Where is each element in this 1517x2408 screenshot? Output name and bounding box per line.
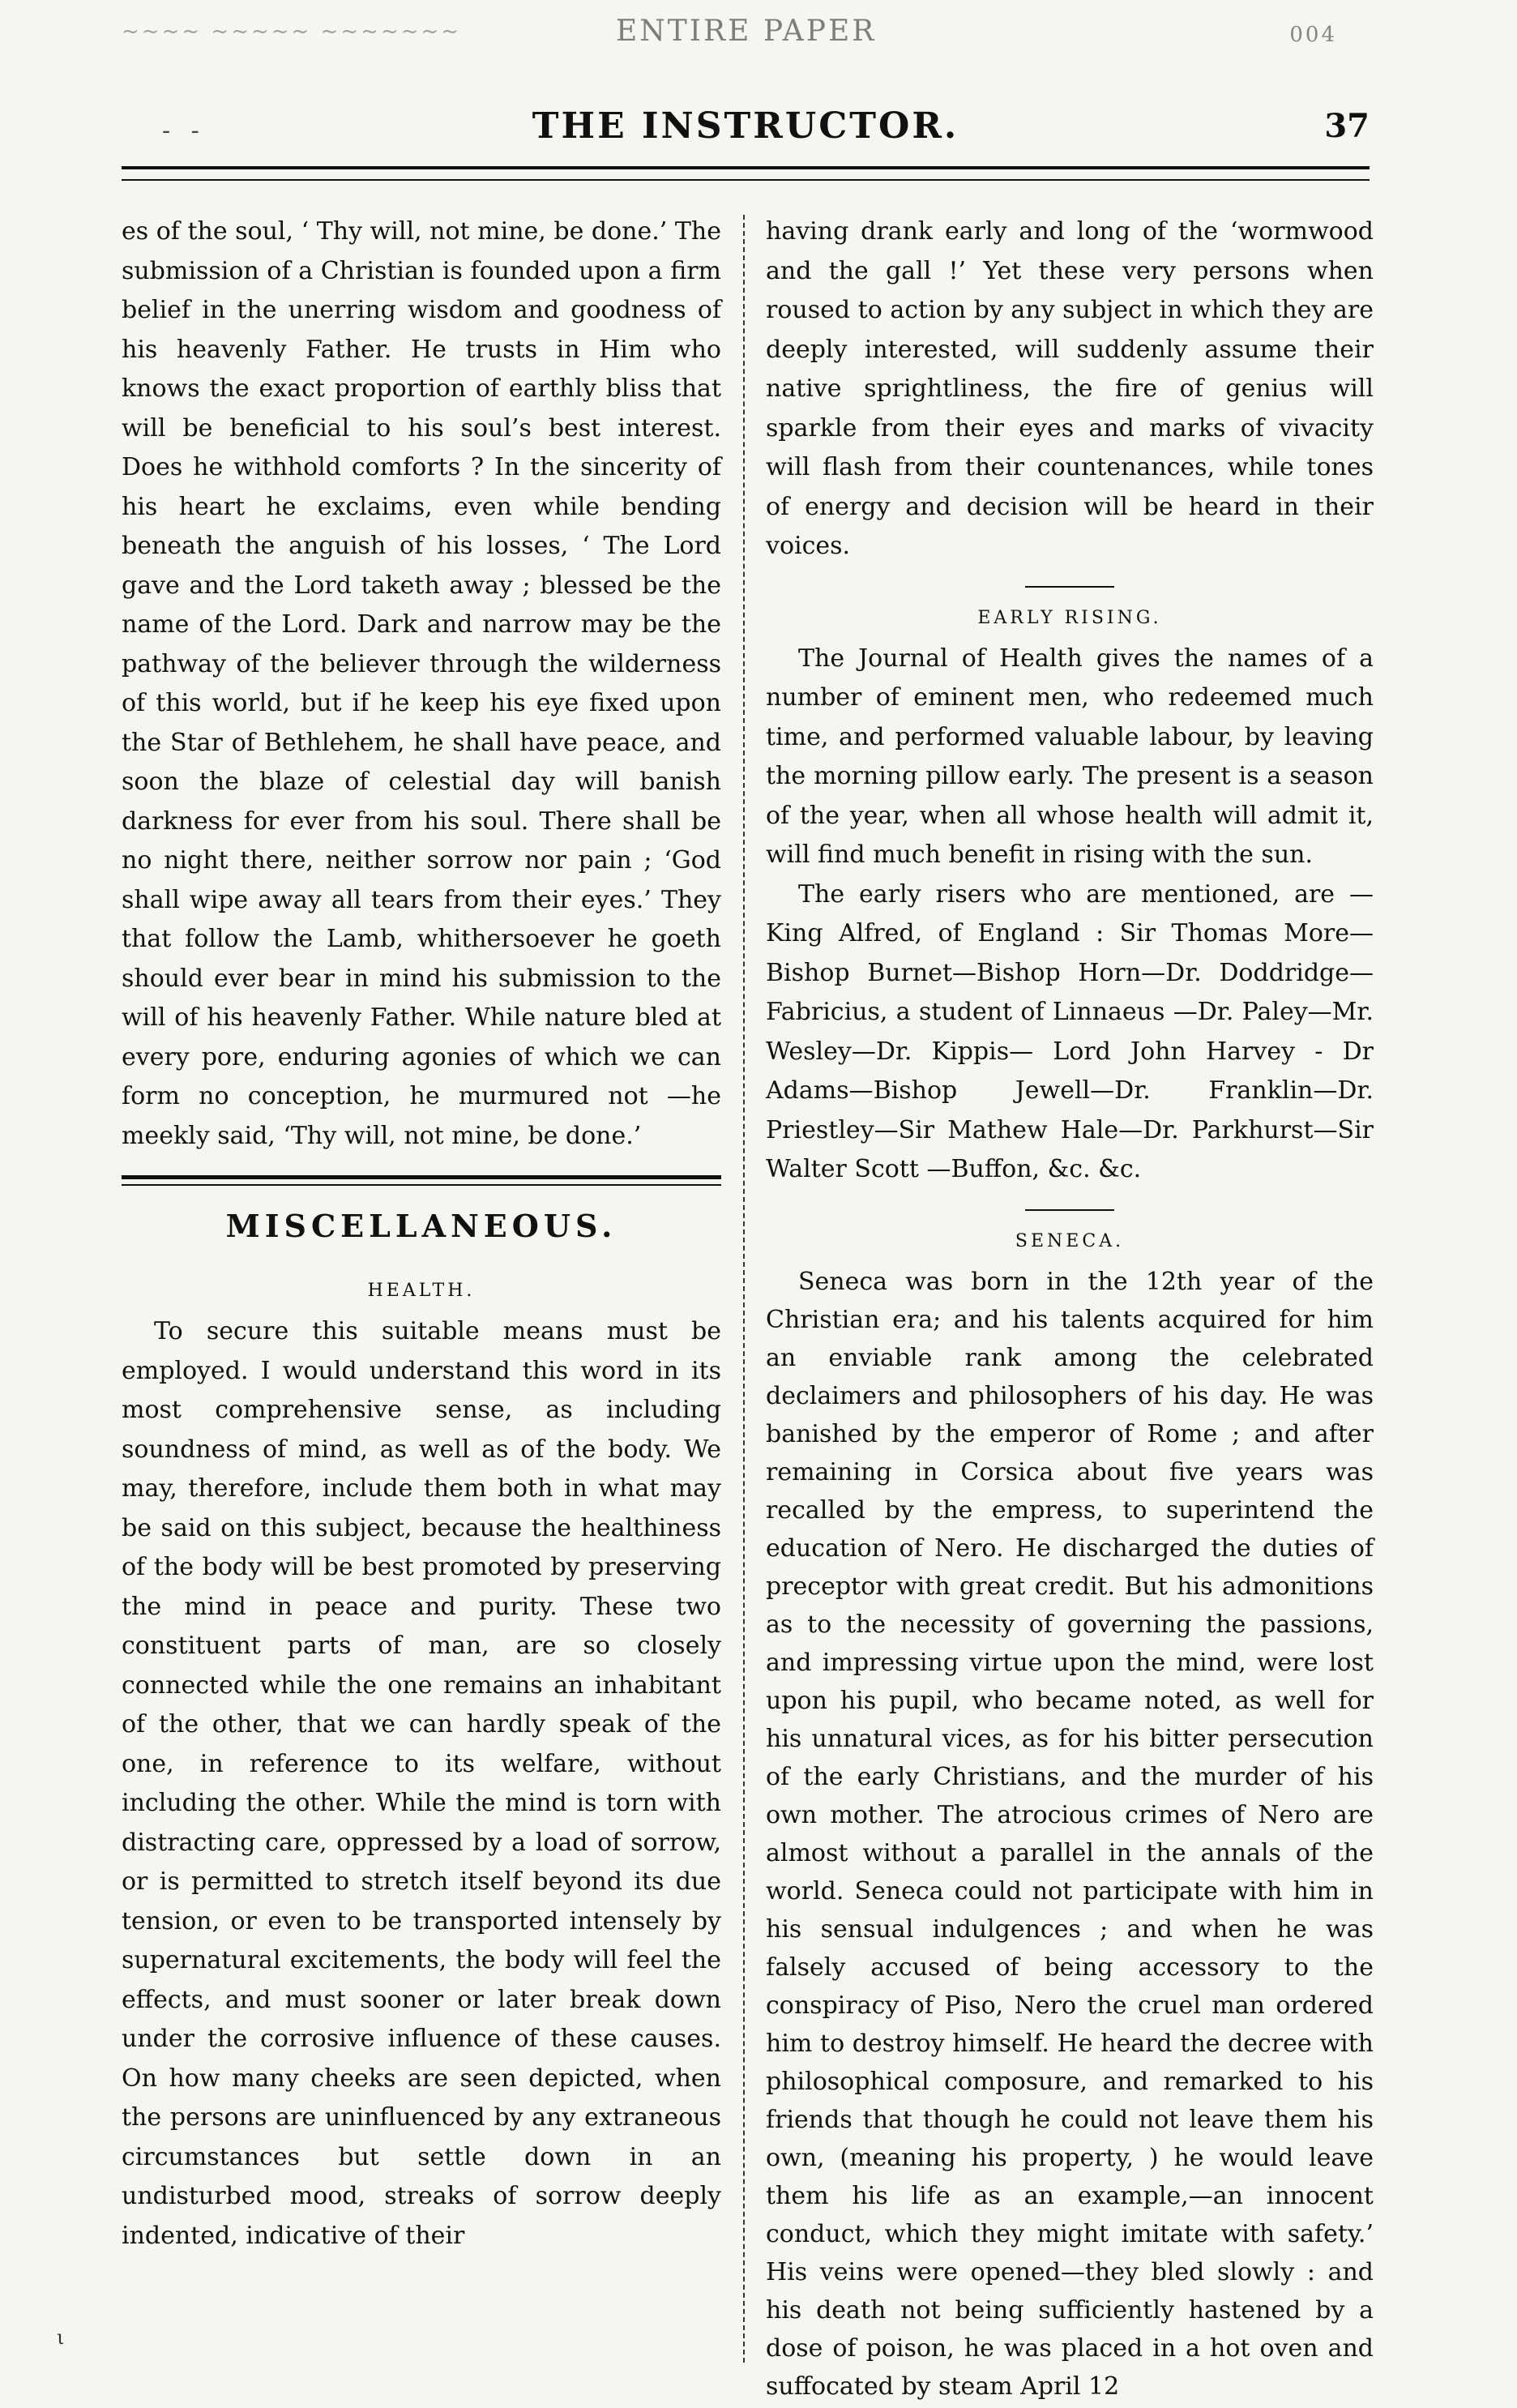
section-title: MISCELLANEOUS. [225,1208,617,1244]
column-divider [743,215,745,2363]
header-dash: - - [162,117,206,145]
early-rising-paragraph-1: The Journal of Health gives the names of a number of eminent men, who redeemed much time, and performed valuable labour, by leaving the morning pillow early. The present is a season of the year, when all whose health will admit it, will find much benefit in rising with the sun. [766,644,1374,869]
health-paragraph-1: To secure this suitable means must be employed. I would understand this word in its most comprehensive sense, as including soundness of mind, as well as of the body. We may, therefore, include them both in what may be said on this subject, because the healthiness of the body will be best promoted by preserving the mind in peace and purity. These two constituent parts of man, are so closely connected while the one remains an inhabitant of the other, that we can hardly speak of the one, in reference to its welfare, without including the other. While the mind is torn with distracting care, oppressed by a load of sorrow, or is permitted to stretch itself beyond its due tension, or even to be transported intensely by supernatural excitements, the body will feel the effects, and must sooner or later break down under the corrosive influence of these causes. On how many cheeks are seen depicted, when the persons are uninfluenced by any extraneous circumstances but settle down in an undisturbed mood, streaks of sorrow deeply indented, indicative of their [122,1317,721,2250]
header-rule-thin [122,179,1370,181]
section-rule-thick [122,1175,721,1179]
article-title-early-rising: EARLY RISING. [977,607,1162,628]
article-separator-2 [1025,1209,1114,1211]
top-scrawl-left: ~~~~ ~~~~~ ~~~~~~~ [122,19,462,44]
left-paragraph-1: es of the soul, ‘ Thy will, not mine, be done.’ The submission of a Christian is founded upon a firm belief in the unerring wisdom and goodness of his heavenly Father. He trusts in Him who knows the exact proportion of earthly bliss that will be beneficial to his soul’s best interest. Does he withhold comforts ? In the sincerity of his heart he exclaims, even while bending beneath the anguish of his losses, ‘ The Lord gave and the Lord taketh away ; blessed be the name of the Lord. Dark and narrow may be the pathway of the believer through the wilderness of this world, but if he keep his eye fixed upon the Star of Bethlehem, he shall have peace, and soon the blaze of celestial day will banish darkness for ever from his soul. There shall be no night there, neither sorrow nor pain ; ‘God shall wipe away all tears from their eyes.’ They that follow the Lamb, whithersoever he goeth should ever bear in mind his submission to the will of his heavenly Father. While nature bled at every pore, enduring agonies of which we can form no conception, he murmured not —he meekly said, ‘Thy will, not mine, be done.’ [122,217,721,1150]
top-scrawl-right: 004 [1289,23,1337,47]
right-column [766,212,1374,2406]
seneca-paragraph-1: Seneca was born in the 12th year of the Christian era; and his talents acquired for him an enviable rank among the celebrated declaimers and philosophers of his day. He was banished by the emperor of Rome ; and after remaining in Corsica about five years was recalled by the empress, to superintend the education of Nero. He discharged the duties of preceptor with great credit. But his admonitions as to the necessity of governing the passions, and impressing virtue upon the mind, were lost upon his pupil, who became noted, as well for his unnatural vices, as for his bitter persecution of the early Christians, and the murder of his own mother. The atrocious crimes of Nero are almost without a parallel in the annals of the world. Seneca could not participate with him in his sensual indulgences ; and when he was falsely accused of being accessory to the conspiracy of Piso, Nero the cruel man ordered him to destroy himself. He heard the decree with philosophical composure, and remarked to his friends that though he could not leave them his own, (meaning his property, ) he would leave them his life as an example,—an innocent conduct, which they might imitate with safety.’ His veins were opened—they bled slowly : and his death not being sufficiently hastened by a dose of poison, he was placed in a hot oven and suffocated by steam April 12 [766,1267,1374,2401]
page-number: 37 [1324,107,1370,145]
early-rising-paragraph-2: The early risers who are mentioned, are —King Alfred, of England : Sir Thomas More—Bishop Burnet—Bishop Horn—Dr. Doddridge—Fabricius, a student of Linnaeus —Dr. Paley—Mr. Wesley—Dr. Kippis— Lord John Harvey - Dr Adams—Bishop Jewell—Dr. Franklin—Dr. Priestley—Sir Mathew Hale—Dr. Parkhurst—Sir Walter Scott —Buffon, &c. &c. [766,879,1374,1183]
page-header [122,105,1370,154]
top-scrawl [122,15,1337,47]
right-continuation: having drank early and long of the ‘wormwood and the gall !’ Yet these very persons when roused to action by any subject in which they are deeply interested, will suddenly assume their native sprightliness, the fire of genius will sparkle from their eyes and marks of vivacity will flash from their countenances, while tones of energy and decision will be heard in their voices. [766,217,1374,560]
margin-mark: ι [57,2326,65,2349]
page-title: THE INSTRUCTOR. [532,105,959,147]
section-rule-thin [122,1184,721,1186]
header-rule-thick [122,166,1370,169]
article-title-health: HEALTH. [367,1281,476,1301]
article-separator-1 [1025,586,1114,588]
top-scrawl-center: ENTIRE PAPER [616,15,877,48]
left-column [122,212,721,2256]
article-title-seneca: SENECA. [1015,1230,1125,1251]
